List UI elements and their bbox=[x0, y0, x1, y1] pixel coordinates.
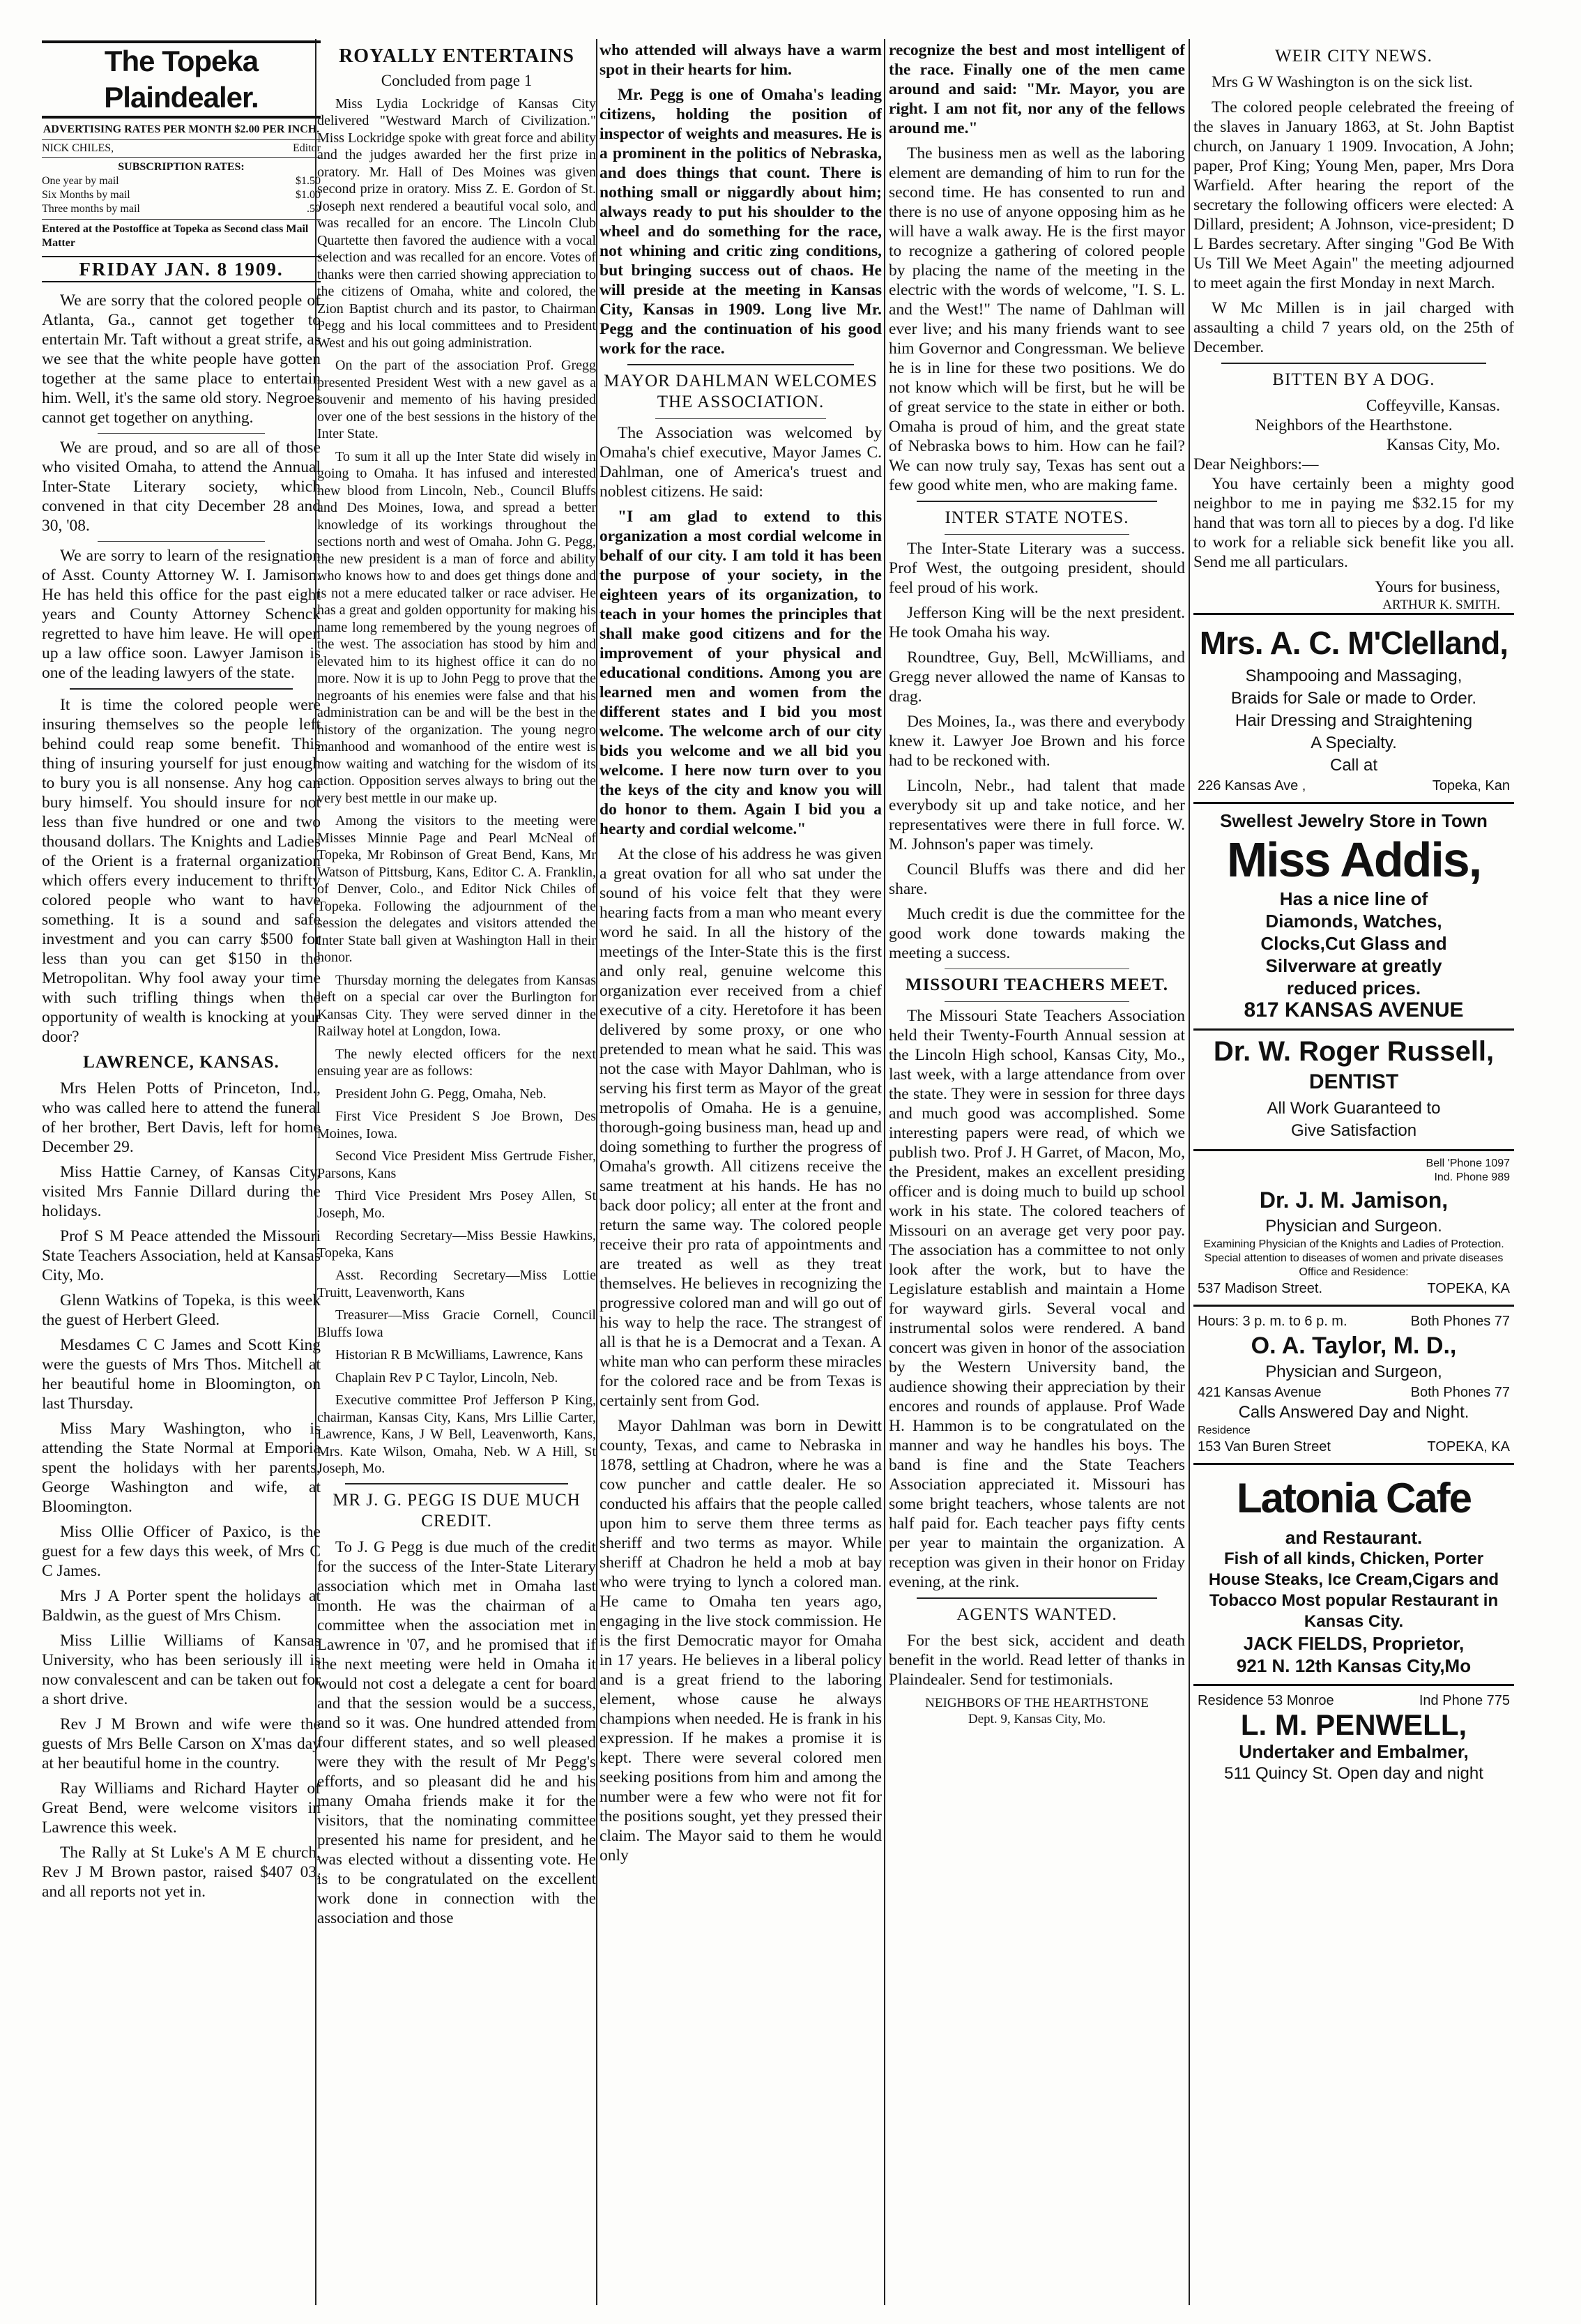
ad-name: O. A. Taylor, M. D., bbox=[1251, 1332, 1457, 1359]
officer-entry: Historian R B McWilliams, Lawrence, Kans bbox=[335, 1347, 583, 1362]
ad-name: L. M. PENWELL, bbox=[1240, 1708, 1467, 1741]
ad-line: Fish of all kinds, Chicken, Porter House Steaks, Ice Cream,Cigars and Tobacco Most popular Restaurant in Kansas City. bbox=[1208, 1549, 1499, 1631]
ad-proprietor: JACK FIELDS, Proprietor, bbox=[1243, 1633, 1465, 1654]
ad-line: Physician and Surgeon. bbox=[1265, 1217, 1442, 1236]
column-rule bbox=[596, 39, 597, 2305]
ad-name: Miss Addis, bbox=[1226, 833, 1481, 887]
advertisement-penwell bbox=[1193, 1684, 1514, 1792]
officer-entry: President John G. Pegg, Omaha, Neb. bbox=[335, 1086, 547, 1102]
ad-address: 537 Madison Street. bbox=[1198, 1281, 1322, 1296]
news-item: Mrs J A Porter spent the holidays at Baldwin, as the guest of Mrs Chism. bbox=[42, 1587, 321, 1625]
ad-phone: Bell 'Phone 1097 bbox=[1426, 1157, 1510, 1169]
ad-line: 511 Quincy St. Open day and night bbox=[1224, 1764, 1483, 1783]
ad-name: Dr. J. M. Jamison, bbox=[1259, 1187, 1449, 1213]
letter-place: Coffeyville, Kansas. bbox=[1366, 397, 1500, 415]
note-item: Roundtree, Guy, Bell, McWilliams, and Gregg never allowed the name of Kansas to drag. bbox=[889, 648, 1185, 706]
sub-row-label: Three months by mail bbox=[42, 203, 140, 215]
ad-tagline: Swellest Jewelry Store in Town bbox=[1220, 810, 1488, 831]
column-2 bbox=[317, 40, 596, 2300]
officer-entry: Executive committee Prof Jefferson P King, chairman, Kansas City, Kans, Mrs Lillie Carter, Lawrence, Kans, J W Bell, Leavenworth, Kans, Mrs. Kate Wilson, Omaha, Neb. W A Hill, St Joseph, Mo. bbox=[317, 1392, 596, 1476]
ad-name: Latonia Cafe bbox=[1236, 1475, 1472, 1521]
ad-line: Shampooing and Massaging, bbox=[1245, 667, 1462, 685]
article-paragraph: Mayor Dahlman was born in Dewitt county, Texas, and came to Nebraska in 1878, settling at Chadron, where he was a cow puncher and cattle dealer. He so conducted his affairs that the people called upon him to serve them three terms as sheriff and two terms as mayor. While sheriff at Chadron he held a mob at bay who were trying to lynch a colored man. He came to Omaha ten years ago, engaging in the live stock commission. He is the first Democratic mayor for Omaha in 17 years. He believes in a liberal policy and is a great friend to the laboring element, whose cause he always champions when needed. He is frank in his expression. If he makes a promise it is kept. There were several colored men seeking positions from him and among the number were a few who were not fit for the positions sought, yet they pressed their claim. The Mayor said to them he would only bbox=[599, 1417, 882, 1864]
sub-row-price: $1.00 bbox=[296, 189, 321, 201]
article-paragraph: For the best sick, accident and death benefit in the world. Read letter of thanks in Plaindealer. Send for testimonials. bbox=[889, 1632, 1185, 1689]
ad-line: Silverware at greatly bbox=[1265, 955, 1442, 976]
section-heading: WEIR CITY NEWS. bbox=[1275, 47, 1433, 66]
article-paragraph: Mr. Pegg is one of Omaha's leading citizens, holding the position of inspector of weights and measures. He is a prominent in the politics of Nebraska, and does things that count. There is nothing small or niggardly about him; always ready to put his shoulder to the wheel and do something for the race, not whining and critic zing conditions, but bringing success out of chaos. He will preside at the meeting in Kansas City, Kansas in 1909. Long live Mr. Pegg and the continuation of his good work for the race. bbox=[599, 86, 882, 358]
sub-row-label: Six Months by mail bbox=[42, 189, 130, 201]
ad-address: 421 Kansas Avenue bbox=[1198, 1385, 1322, 1400]
ad-address: 153 Van Buren Street bbox=[1198, 1439, 1331, 1455]
article-heading: MISSOURI TEACHERS MEET. bbox=[905, 975, 1169, 994]
news-item: W Mc Millen is in jail charged with assaulting a child 7 years old, on the 25th of December. bbox=[1193, 299, 1514, 356]
ad-line: and Restaurant. bbox=[1285, 1527, 1423, 1548]
column-rule bbox=[1189, 39, 1190, 2305]
issue-date: FRIDAY JAN. 8 1909. bbox=[42, 256, 321, 282]
letter-closing: Yours for business, bbox=[1375, 578, 1500, 596]
article-paragraph: "I am glad to extend to this organization a most cordial welcome in behalf of our city. I am told it has been the purpose of your society, in the eighteen years of its organization, to teach in your homes the principles that shall make good citizens and for the improvement of your physical and educational conditions. Among you are learned men and women from the different states and I bid you most welcome. The welcome arch of our city bids you welcome and we all bid you welcome. I here now turn over to you the keys of the city and know you will do honor to them. Again I bid you a hearty and cordial welcome." bbox=[599, 508, 882, 838]
ad-address: 921 N. 12th Kansas City,Mo bbox=[1236, 1655, 1472, 1676]
column-3 bbox=[599, 40, 882, 2300]
officer-entry: Chaplain Rev P C Taylor, Lincoln, Neb. bbox=[335, 1369, 558, 1385]
ad-line: Clocks,Cut Glass and bbox=[1260, 933, 1447, 954]
signature-dept: Dept. 9, Kansas City, Mo. bbox=[968, 1712, 1106, 1726]
news-item: The colored people celebrated the freeing of the slaves in January 1863, at St. John Baptist church, on January 1 1909. Invocation, A John; paper, Prof King; Young Men, paper, Mrs Dora Warfield. After hearing the report of the secretary the following officers were elected: A Dillard, president; A Johnson, vice-president; D L Bardes secretary. After singing "God Be With Us Till We Meet Again" the meeting adjourned to meet again the first Monday in next March. bbox=[1193, 98, 1514, 292]
ad-line: Has a nice line of bbox=[1279, 888, 1428, 909]
letter-addressee-city: Kansas City, Mo. bbox=[1387, 436, 1500, 454]
article-paragraph: Among the visitors to the meeting were Misses Minnie Page and Pearl McNeal of Topeka, Mr Robinson of Great Bend, Kans, Mr Watson of Pittsburg, Kans, Editor C. A. Franklin, of Denver, Colo., and Editor Nick Chiles of Topeka. Following the adjournment of the session the delegates and visitors attended the Inter State ball given at Washington Hall in their honor. bbox=[317, 813, 596, 965]
note-item: The Inter-State Literary was a success. Prof West, the outgoing president, should feel proud of his work. bbox=[889, 540, 1185, 597]
article-heading: INTER STATE NOTES. bbox=[945, 508, 1129, 527]
ad-name: Dr. W. Roger Russell, bbox=[1213, 1036, 1495, 1067]
column-rule bbox=[884, 39, 885, 2305]
article-paragraph: Miss Lydia Lockridge of Kansas City delivered "Westward March of Civilization." Miss Lockridge spoke with great force and ability and the judges awarded her the first prize in oratory. Mr. Hall of Des Moines was given second prize in oratory. Miss Z. E. Gordon of St. Joseph next rendered a beautiful vocal solo, and was recalled for an encore. The Lincoln Club Quartette then favored the audience with a vocal selection and was recalled for an encore. Votes of thanks were then carried showing appreciation to the citizens of Omaha, white and colored, the Zion Baptist church and its pastor, to Chairman Pegg and his local committees and to President West and his out going administration. bbox=[317, 96, 596, 351]
news-item: Miss Ollie Officer of Paxico, is the guest for a few days this week, of Mrs C C James. bbox=[42, 1523, 321, 1580]
article-paragraph: The business men as well as the laboring element are demanding of him to run for the second time. He has consented to run and there is no use of anyone opposing him as he will have a walk away. He is the first mayor to recognize a gathering of colored people by placing the name of the meeting in the electric with the words of welcome, "I. S. L. and the West!" The name of Dahlman will ever live; and his many friends want to see him Governor and Congressman. We believe he is in line for these two positions. We do not know which will be first, but he will be of great service to the state in either or both. Omaha is proud of him, and the great state of Nebraska bows to him. How can he fail? We can now truly say, Texas has sent out a few good white men, who are making fame. bbox=[889, 144, 1185, 494]
article-heading: AGENTS WANTED. bbox=[956, 1605, 1117, 1624]
article-heading: MAYOR DAHLMAN WELCOMES THE ASSOCIATION. bbox=[604, 372, 878, 411]
masthead-title: The Topeka Plaindealer. bbox=[42, 40, 321, 119]
officer-entry: Asst. Recording Secretary—Miss Lottie Truitt, Leavenworth, Kans bbox=[317, 1268, 596, 1300]
ad-line: All Work Guaranteed to bbox=[1267, 1099, 1441, 1118]
article-paragraph: recognize the best and most intelligent of the race. Finally one of the men came around and said: "Mr. Mayor, you are right. I am not fit, nor any of the fellows around me." bbox=[889, 41, 1185, 137]
officer-entry: Third Vice President Mrs Posey Allen, St Joseph, Mo. bbox=[317, 1188, 596, 1221]
ad-line: reduced prices. bbox=[1286, 978, 1421, 998]
news-item: Miss Hattie Carney, of Kansas City, visited Mrs Fannie Dillard during the holidays. bbox=[42, 1163, 321, 1220]
subscription-heading: SUBSCRIPTION RATES: bbox=[118, 161, 245, 173]
news-item: Rev J M Brown and wife were the guests of Mrs Belle Carson on X'mas day at her beautiful home in the country. bbox=[42, 1715, 321, 1772]
column-5 bbox=[1193, 40, 1514, 2300]
column-1 bbox=[42, 40, 321, 2300]
article-heading: ROYALLY ENTERTAINS bbox=[339, 45, 574, 67]
editorial-paragraph: We are proud, and so are all of those who visited Omaha, to attend the Annual Inter-State Literary society, which convened in that city December 28 and 30, '08. bbox=[42, 439, 321, 535]
news-item: Mrs Helen Potts of Princeton, Ind., who was called here to attend the funeral of her brother, Bert Davis, left for home December 29. bbox=[42, 1079, 321, 1156]
sub-row-label: One year by mail bbox=[42, 175, 119, 187]
sub-row-price: $1.50 bbox=[296, 175, 321, 187]
editorial-paragraph: It is time the colored people were insuring themselves so the people left behind could reap some benefit. This thing of insuring yourself for just enough to bury you is all nonsense. Any hog can bury himself. You should insure for not less than five hundred or one and two thousand dollars. The Knights and Ladies of the Orient is a fraternal organization which offers every inducement to thrifty colored people who want to have something. It is a sound and safe investment and you can carry $500 for less than you can get $150 in the Metropolitan. Why fool away your time with such trifling things when the opportunity of wealth is knocking at your door? bbox=[42, 696, 321, 1046]
ad-line: Call at bbox=[1329, 756, 1378, 775]
advertising-rates: ADVERTISING RATES PER MONTH $2.00 PER INCH. bbox=[43, 123, 320, 135]
article-paragraph: To J. G Pegg is due much of the credit for the success of the Inter-State Literary association which met in Omaha last month. He was the chairman of a committee when the association met in Lawrence in '07, and he promised that if the next meeting were held in Omaha it would not cost a delegate a cent for board and that the session would be a success, and so it was. One hundred attended from four different states, and so well pleased were they with the result of Mr Pegg's efforts, and so pleasant did he and his many Omaha friends make it for the visitors, that the nominating committee presented his name for president, and he was elected without a dissenting vote. He is to be congratulated on the excellent work done in connection with the association and those bbox=[317, 1537, 596, 1927]
ad-line: DENTIST bbox=[1308, 1070, 1399, 1093]
news-item: Glenn Watkins of Topeka, is this week the guest of Herbert Gleed. bbox=[42, 1291, 321, 1329]
article-paragraph: At the close of his address he was given a great ovation for all who sat under the sound of his voice felt that they were hearing facts from a man who meant every word he said. In all the history of the meetings of the Inter-State this is the first and only real, genuine welcome this organization ever received from a chief executive of a city. Heretofore it has been delivered by some proxy, or one who pretended to mean what he said. This was not the case with Mayor Dahlman, who is serving his first term as Mayor of the great metropolis of Omaha. He is a genuine, thorough-going business man, head up and doing something to further the progress of Omaha's growth. All citizens receive the same treatment at his hands. He has no back door policy; all enter at the front and return the same way. The colored people receive their pro rata of appointments and are treated as well as they treat themselves. He believes in recognizing the progressive colored man and will go out of his way to help the race. The strangest of all is that he is a Democrat and a Texan. A white man who can perform these miracles for the colored race and be from Texas is certainly sent from God. bbox=[599, 845, 882, 1410]
news-item: Mesdames C C James and Scott King were the guests of Mrs Thos. Mitchell at her beautiful home in Bloomington, on last Thursday. bbox=[42, 1336, 321, 1413]
officer-entry: Recording Secretary—Miss Bessie Hawkins, Topeka, Kans bbox=[317, 1228, 596, 1261]
ad-line: Hair Dressing and Straightening bbox=[1235, 711, 1473, 730]
ad-city: TOPEKA, KA bbox=[1427, 1439, 1510, 1455]
ad-line: A Specialty. bbox=[1311, 734, 1397, 752]
ad-city: Topeka, Kan bbox=[1432, 778, 1510, 793]
article-paragraph: To sum it all up the Inter State did wisely in going to Omaha. It has infused and interested new blood from Lincoln, Neb., Council Bluffs and Des Moines, Iowa, and spread a better knowledge of its workings throughout the sections north and west of Omaha. John G. Pegg, the new president is a man of force and ability who knows how to and does get things done and is not a mere educated talker or race adviser. He has a great and golden opportunity for making his name long remembered by the young negroes of the west. The association has stood by him and elevated him to its highest office it can do no more. Now it is up to John Pegg to prove that the negroants of his enemies were false and that his administration can be and will be the best in the history of the organization. The young negro manhood and womanhood of the entire west is now waiting and watching for the wisdom of its action. Opposition serves always to bring out the very best mettle in our make up. bbox=[317, 448, 596, 806]
advertisement-jamison bbox=[1193, 1149, 1514, 1305]
ad-phone: Both Phones 77 bbox=[1410, 1385, 1510, 1400]
ad-address: Residence 53 Monroe bbox=[1198, 1693, 1334, 1708]
ad-line: Office and Residence: bbox=[1299, 1266, 1409, 1278]
news-item: The Rally at St Luke's A M E church, Rev J M Brown pastor, raised $407 03, and all reports not yet in. bbox=[42, 1844, 321, 1901]
note-item: Council Bluffs was there and did her share. bbox=[889, 860, 1185, 898]
letter-salutation: Dear Neighbors:— bbox=[1193, 455, 1319, 473]
section-heading: BITTEN BY A DOG. bbox=[1272, 370, 1435, 389]
ad-line: Residence bbox=[1198, 1425, 1251, 1436]
news-item: Miss Mary Washington, who is attending the State Normal at Emporia spent the holidays with her parents, George Washington and wife, at Bloomington. bbox=[42, 1420, 321, 1516]
ad-name: Mrs. A. C. M'Clelland, bbox=[1199, 625, 1509, 661]
ad-line: Examining Physician of the Knights and Ladies of Protection. bbox=[1203, 1238, 1504, 1250]
article-subheading: Concluded from page 1 bbox=[381, 72, 533, 89]
officer-entry: Treasurer—Miss Gracie Cornell, Council Bluffs Iowa bbox=[317, 1307, 596, 1340]
advertisement-mcclelland bbox=[1193, 613, 1514, 802]
ad-line: Diamonds, Watches, bbox=[1265, 911, 1442, 932]
article-paragraph: On the part of the association Prof. Gregg presented President West with a new gavel as a souvenir and memento of his having presided over one of the best sessions in the history of the Inter State. bbox=[317, 358, 596, 441]
note-item: Des Moines, Ia., was there and everybody knew it. Lawyer Joe Brown and his force had to be reckoned with. bbox=[889, 713, 1185, 770]
masthead-rates bbox=[42, 123, 321, 250]
article-paragraph: The Missouri State Teachers Association held their Twenty-Fourth Annual session at the Lincoln High school, Kansas City, Mo., last week, with a large attendance from over the state. They were in session for three days and much good was accomplished. Some interesting papers were read, of which we publish two. Prof J. H Garret, of Macon, Mo, the President, makes an excellent presiding officer and is doing much to build up school work in his state. The colored teachers of Missouri on an average get very poor pay. The association has a committee to not only look after the work, but to have the Legislature establish and maintain a Home for wayward girls. Several vocal and instrumental solos were rendered. A band concert was given in honor of the association by the Western University band, the audience showing their appreciation by their encores and rounds of applause. Prof Wade H. Hammon is to be congratulated on the manner and way he handles his boys. The band is fine and the State Teachers Association appreciated it. Missouri has some bright teachers, whose talents are not half paid for. Each teacher pays fifty cents per year to maintain the organization. A reception was given in their honor on Friday evening, at the rink. bbox=[889, 1007, 1185, 1591]
letter-signature: ARTHUR K. SMITH. bbox=[1382, 598, 1500, 612]
section-heading: LAWRENCE, KANSAS. bbox=[83, 1053, 280, 1072]
letter-addressee: Neighbors of the Hearthstone. bbox=[1255, 416, 1453, 434]
advertisement-taylor bbox=[1193, 1305, 1514, 1463]
ad-line: Braids for Sale or made to Order. bbox=[1230, 689, 1477, 708]
news-item: Ray Williams and Richard Hayter of Great Bend, were welcome visitors in Lawrence this week. bbox=[42, 1779, 321, 1837]
officer-entry: Second Vice President Miss Gertrude Fisher, Parsons, Kans bbox=[317, 1148, 596, 1181]
ad-phone: Ind Phone 775 bbox=[1419, 1693, 1510, 1708]
ad-city: TOPEKA, KA bbox=[1427, 1281, 1510, 1296]
article-heading: MR J. G. PEGG IS DUE MUCH CREDIT. bbox=[333, 1490, 581, 1531]
signature-org: NEIGHBORS OF THE HEARTHSTONE bbox=[925, 1696, 1149, 1710]
news-item: Mrs G W Washington is on the sick list. bbox=[1212, 73, 1473, 91]
entered-notice: Entered at the Postoffice at Topeka as Second class Mail Matter bbox=[42, 219, 321, 250]
ad-phone: Both Phones 77 bbox=[1410, 1314, 1510, 1329]
article-paragraph: who attended will always have a warm spot in their hearts for him. bbox=[599, 41, 882, 79]
editorial-paragraph: We are sorry that the colored people of Atlanta, Ga., cannot get together to entertain Mr. Taft without a great strife, as we see that the white people have gotten together at the same place to entertain him. Well, it's the same old story. Negroes cannot get together on anything. bbox=[42, 291, 321, 427]
note-item: Jefferson King will be the next president. He took Omaha his way. bbox=[889, 604, 1185, 641]
column-4 bbox=[889, 40, 1185, 2300]
ad-line: Physician and Surgeon, bbox=[1265, 1362, 1442, 1381]
sub-row-price: .50 bbox=[307, 203, 321, 215]
advertisement-dentist bbox=[1193, 1028, 1514, 1149]
ad-line: Undertaker and Embalmer, bbox=[1239, 1741, 1469, 1762]
ad-address: 226 Kansas Ave , bbox=[1198, 778, 1306, 793]
note-item: Lincoln, Nebr., had talent that made everybody sit up and take notice, and her representatives were there in full force. W. M. Johnson's paper was timely. bbox=[889, 777, 1185, 853]
news-item: Prof S M Peace attended the Missouri State Teachers Association, held at Kansas City, Mo. bbox=[42, 1227, 321, 1284]
news-item: Miss Lillie Williams of Kansas University, who has been seriously ill is now convalescent and can be taken out for a short drive. bbox=[42, 1632, 321, 1708]
article-paragraph: Thursday morning the delegates from Kansas left on a special car over the Burlington for Kansas City. They were served dinner in the Railway hotel at Longdon, Iowa. bbox=[317, 972, 596, 1039]
editor-label: Editor bbox=[293, 142, 321, 154]
letter-body: You have certainly been a mighty good neighbor to me in paying me $32.15 for my hand that was torn all to pieces by a dog. I'd like to work for a reliable sick benefit like you all. Send me all particulars. bbox=[1193, 475, 1514, 571]
article-paragraph: The Association was welcomed by Omaha's chief executive, Mayor James C. Dahlman, one of America's truest and noblest citizens. He said: bbox=[599, 424, 882, 501]
ad-hours: Hours: 3 p. m. to 6 p. m. bbox=[1198, 1314, 1347, 1329]
editor-name: NICK CHILES, bbox=[42, 142, 114, 154]
editorial-paragraph: We are sorry to learn of the resignation of Asst. County Attorney W. I. Jamison. He has held this office for the past eight years and County Attorney Schenck regretted to have him leave. He will open up a law office soon. Lawyer Jamison is one of the leading lawyers of the state. bbox=[42, 547, 321, 682]
ad-address: 817 KANSAS AVENUE bbox=[1244, 998, 1464, 1022]
ad-phone: Ind. Phone 989 bbox=[1434, 1171, 1510, 1183]
advertisement-miss-addis bbox=[1193, 802, 1514, 1028]
ad-line: Calls Answered Day and Night. bbox=[1238, 1403, 1469, 1422]
article-paragraph: The newly elected officers for the next ensuing year are as follows: bbox=[317, 1046, 596, 1079]
ad-line: Give Satisfaction bbox=[1290, 1121, 1417, 1140]
ad-line: Special attention to diseases of women and private diseases bbox=[1204, 1252, 1504, 1264]
advertisement-latonia-cafe bbox=[1193, 1463, 1514, 1684]
officer-entry: First Vice President S Joe Brown, Des Moines, Iowa. bbox=[317, 1109, 596, 1141]
note-item: Much credit is due the committee for the good work done towards making the meeting a success. bbox=[889, 905, 1185, 962]
